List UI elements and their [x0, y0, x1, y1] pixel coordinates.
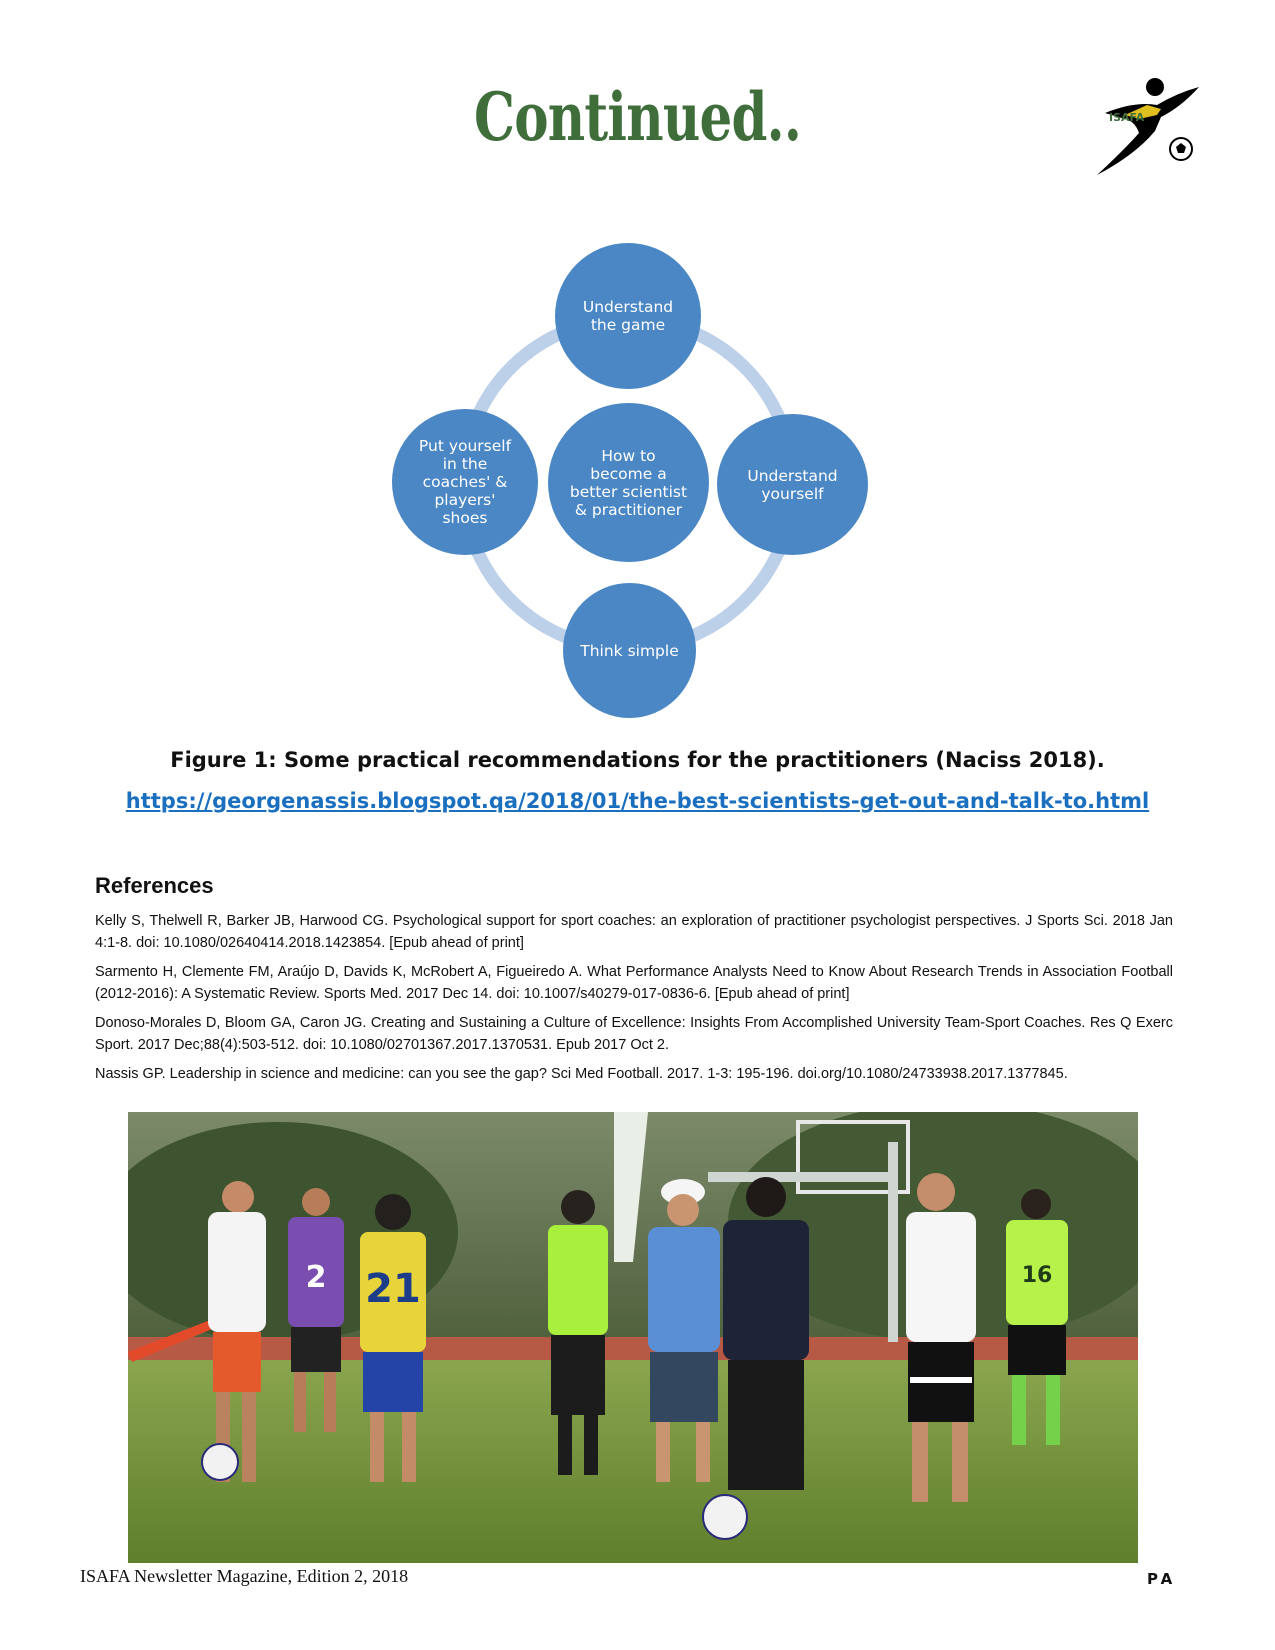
- diagram-node-left: Put yourself in the coaches' & players' shoes: [392, 409, 538, 555]
- isafa-logo: [1095, 75, 1207, 181]
- reference-item: Nassis GP. Leadership in science and medicine: can you see the gap? Sci Med Football. 2017. 1-3: 195-196. doi.org/10.1080/24733938.2017.1377845.: [95, 1066, 1068, 1082]
- team-photo: [128, 1112, 1138, 1563]
- references-list: [95, 910, 1173, 1092]
- player-navy: [723, 1177, 809, 1490]
- references-heading: References: [95, 873, 214, 898]
- page-title: Continued..: [474, 78, 801, 156]
- reference-item: Sarmento H, Clemente FM, Araújo D, Davids K, McRobert A, Figueiredo A. What Performance Analysts Need to Know About Research Trends in Association Football (2012-2016): A Systematic Review. Sports Med. 2017 Dec 14. doi: 10.1007/s40279-017-0836-6. [Epub ahead of print]: [95, 964, 1173, 1002]
- diagram-node-center: How to become a better scientist & practitioner: [548, 403, 709, 562]
- logo-text: ISAFA: [1109, 111, 1145, 124]
- reference-item: Donoso-Morales D, Bloom GA, Caron JG. Creating and Sustaining a Culture of Excellence: Insights From Accomplished University Team-Sport Coaches. Res Q Exerc Sport. 2017 Dec;88(4):503-512. doi: 10.1080/02701367.2017.1370531. Epub 2017 Oct 2.: [95, 1015, 1173, 1053]
- footer-page-label: PA: [1147, 1570, 1177, 1588]
- diagram-node-right: Understand yourself: [717, 414, 868, 555]
- diagram-node-top: Understand the game: [555, 243, 701, 389]
- diagram-node-bottom: Think simple: [563, 583, 696, 718]
- jersey-number: 16: [1021, 1263, 1053, 1288]
- figure-link[interactable]: https://georgenassis.blogspot.qa/2018/01/the-best-scientists-get-out-and-talk-to.html: [125, 789, 1150, 813]
- reference-item: Kelly S, Thelwell R, Barker JB, Harwood CG. Psychological support for sport coaches: an exploration of practitioner psychologist perspectives. J Sports Sci. 2018 Jan 4:1-8. doi: 10.1080/02640414.2018.1423854. [Epub ahead of print]: [95, 913, 1173, 951]
- jersey-number: 21: [365, 1266, 421, 1312]
- footer-edition: ISAFA Newsletter Magazine, Edition 2, 2018: [80, 1566, 409, 1586]
- figure-caption: Figure 1: Some practical recommendations for the practitioners (Naciss 2018).: [170, 748, 1105, 772]
- jersey-number: 2: [305, 1260, 327, 1295]
